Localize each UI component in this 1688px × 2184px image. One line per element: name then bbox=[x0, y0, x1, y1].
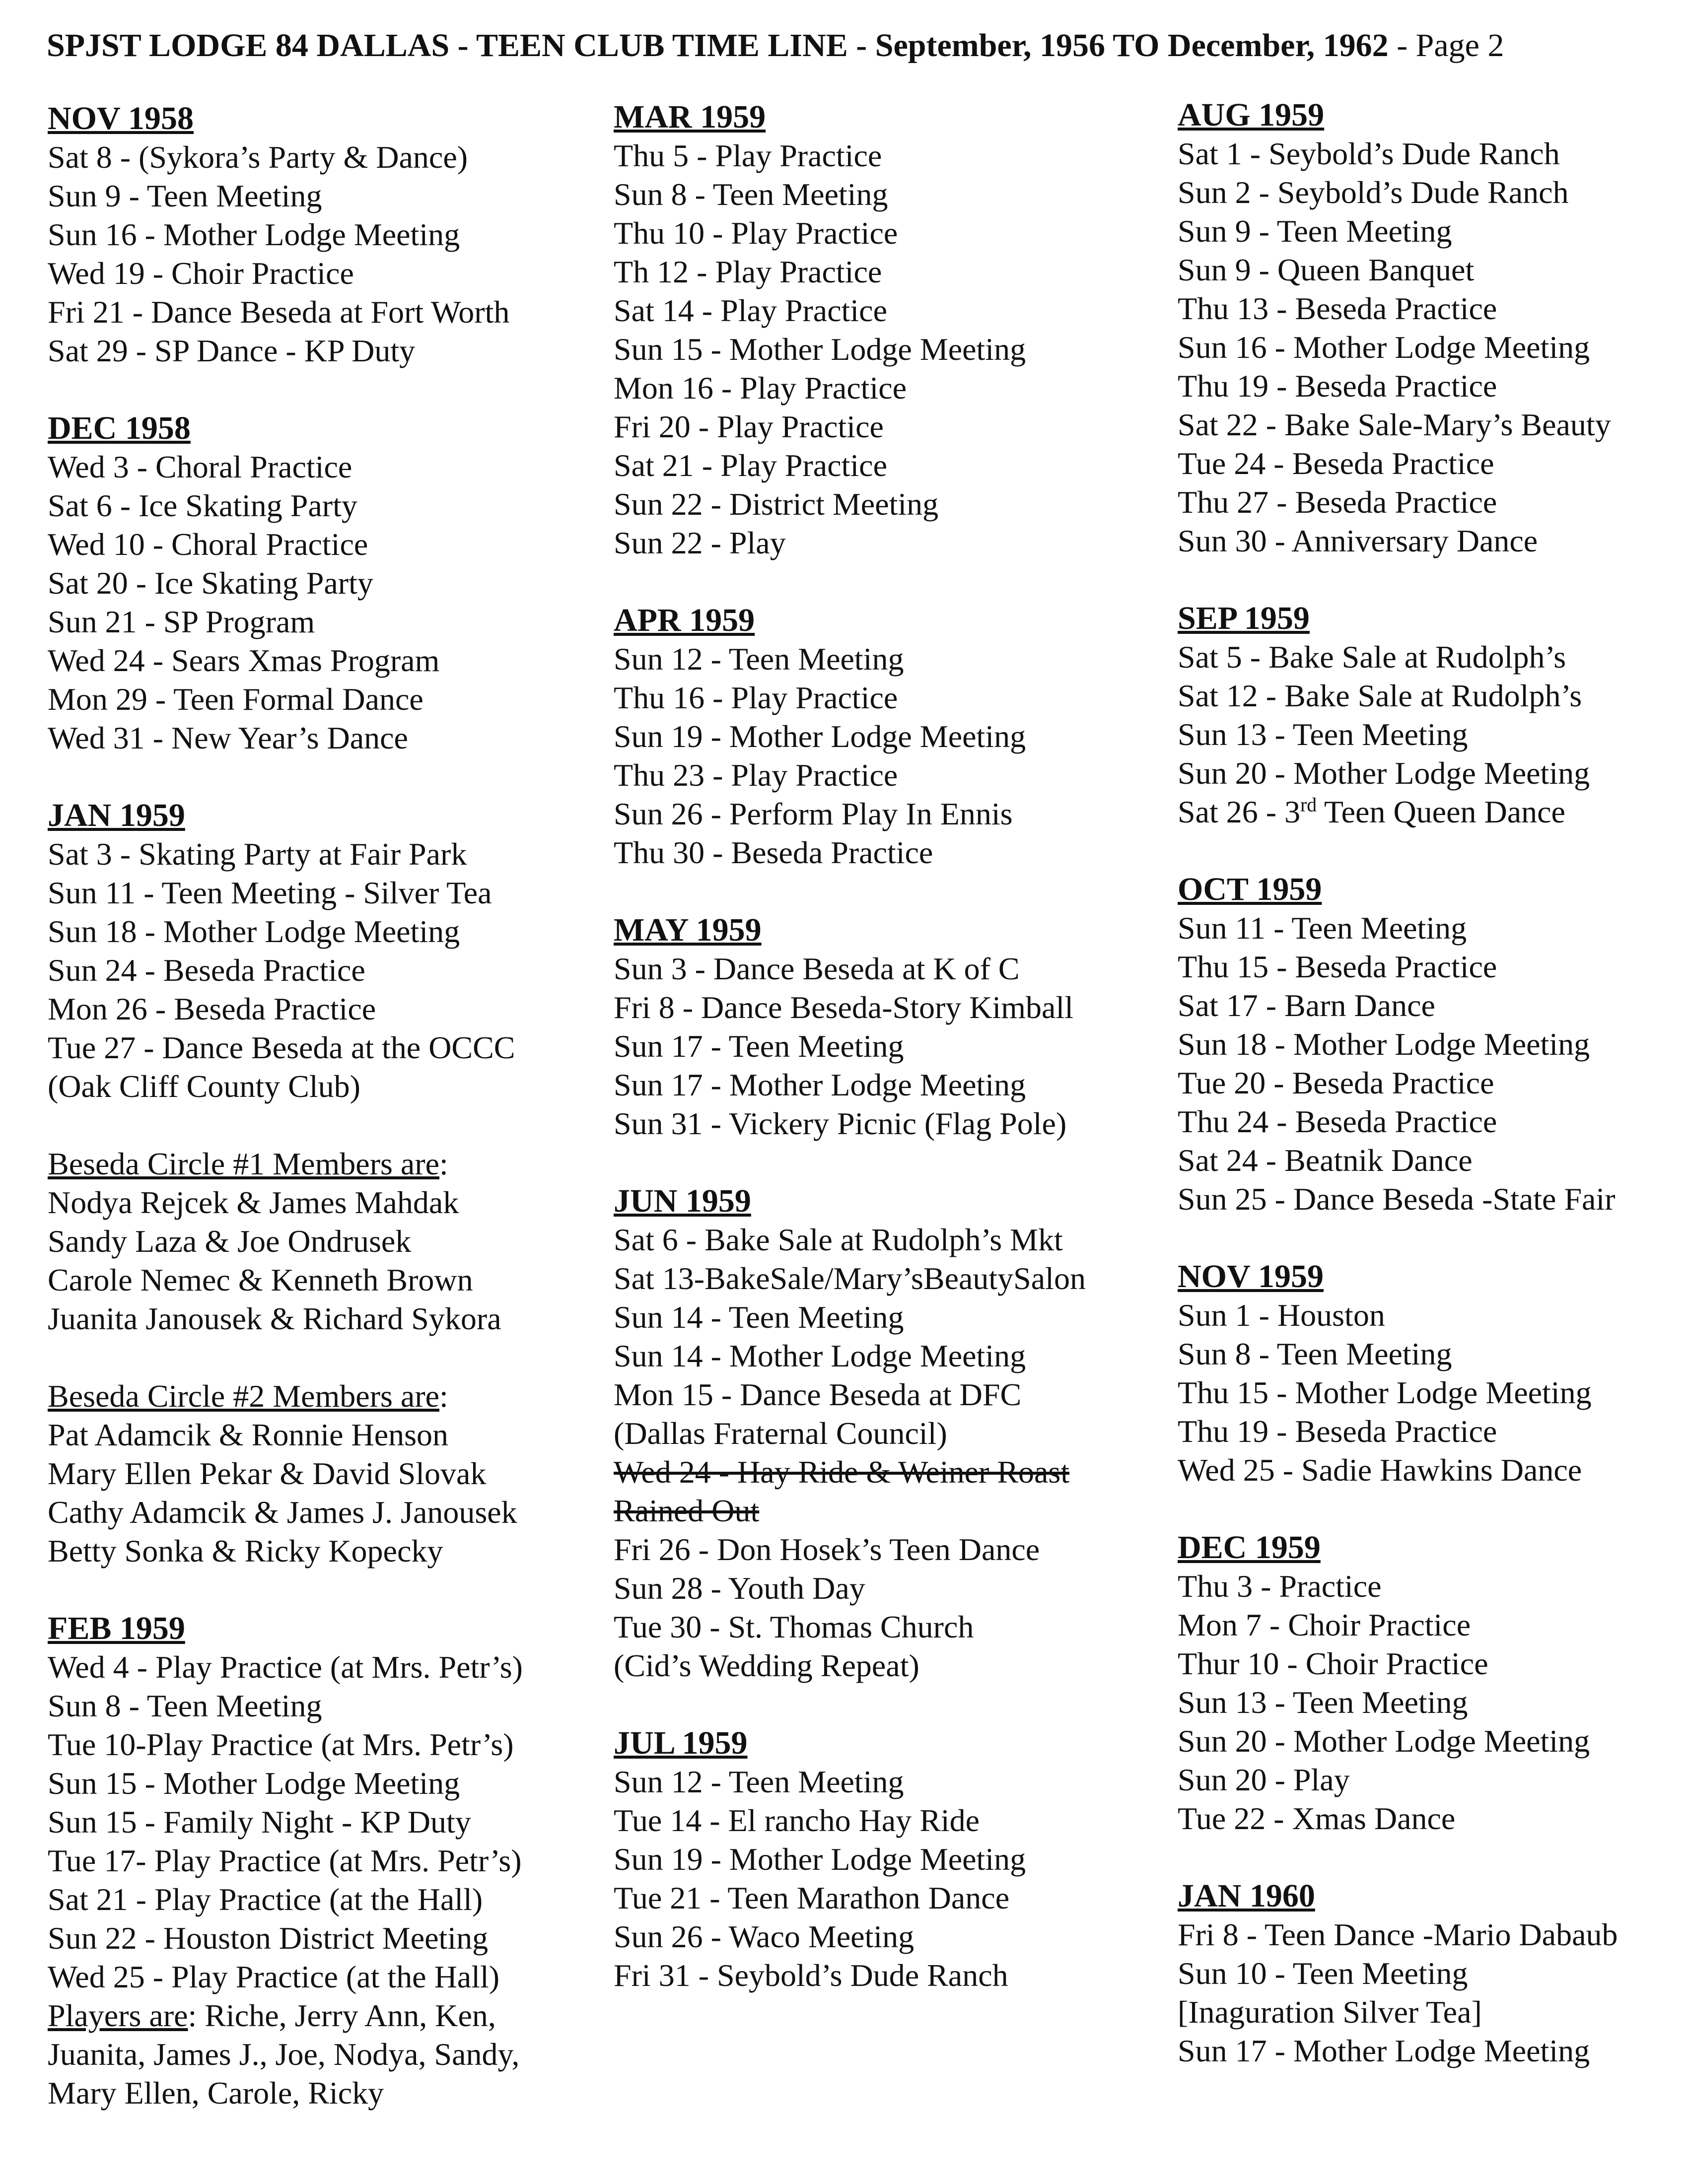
event-line: Th 12 - Play Practice bbox=[614, 254, 882, 289]
event-line: Thu 19 - Beseda Practice bbox=[1178, 1414, 1497, 1449]
event-list bbox=[614, 950, 1170, 1143]
section-heading: JAN 1960 bbox=[1178, 1878, 1315, 1914]
section-heading: DEC 1958 bbox=[48, 410, 191, 446]
event-line: Sun 21 - SP Program bbox=[48, 604, 315, 639]
section-may-1959 bbox=[614, 911, 1170, 1143]
event-line: Sun 28 - Youth Day bbox=[614, 1570, 865, 1606]
players-continued bbox=[48, 2035, 604, 2113]
section-heading: JAN 1959 bbox=[48, 797, 185, 833]
event-list bbox=[48, 138, 604, 370]
event-line: Cathy Adamcik & James J. Janousek bbox=[48, 1495, 517, 1530]
event-line: Sat 21 - Play Practice (at the Hall) bbox=[48, 1882, 483, 1917]
event-line: Sat 22 - Bake Sale-Mary’s Beauty bbox=[1178, 407, 1611, 442]
event-line: Tue 27 - Dance Beseda at the OCCC bbox=[48, 1030, 515, 1065]
column-2 bbox=[614, 98, 1170, 2034]
column-1 bbox=[48, 99, 604, 2151]
circle-heading bbox=[48, 1377, 604, 1416]
event-line: Betty Sonka & Ricky Kopecky bbox=[48, 1533, 443, 1569]
event-line: Sun 24 - Beseda Practice bbox=[48, 953, 365, 988]
section-sep-1959 bbox=[1178, 599, 1688, 831]
event-line: Sun 19 - Mother Lodge Meeting bbox=[614, 719, 1026, 754]
players-label: Players are bbox=[48, 1998, 188, 2033]
event-line: Fri 20 - Play Practice bbox=[614, 409, 884, 444]
event-line: Thu 16 - Play Practice bbox=[614, 680, 898, 715]
event-line: Sat 5 - Bake Sale at Rudolph’s bbox=[1178, 639, 1566, 675]
event-line: Wed 10 - Choral Practice bbox=[48, 527, 368, 562]
event-line: Sun 20 - Play bbox=[1178, 1762, 1350, 1797]
event-line: Fri 26 - Don Hosek’s Teen Dance bbox=[614, 1532, 1040, 1567]
section-dec-1958 bbox=[48, 409, 604, 757]
event-list bbox=[48, 835, 604, 1106]
section-heading: FEB 1959 bbox=[48, 1610, 185, 1646]
event-line: Tue 22 - Xmas Dance bbox=[1178, 1801, 1456, 1836]
event-line: Tue 20 - Beseda Practice bbox=[1178, 1065, 1494, 1100]
event-list bbox=[1178, 1915, 1688, 2070]
event-line: Thu 27 - Beseda Practice bbox=[1178, 484, 1497, 520]
event-line: Sun 3 - Dance Beseda at K of C bbox=[614, 951, 1020, 986]
event-line: Sun 16 - Mother Lodge Meeting bbox=[48, 217, 460, 252]
event-line: Sun 9 - Teen Meeting bbox=[48, 178, 322, 213]
section-jun-1959 bbox=[614, 1182, 1170, 1685]
event-line: Nodya Rejcek & James Mahdak bbox=[48, 1185, 459, 1220]
event-line: Tue 24 - Beseda Practice bbox=[1178, 446, 1494, 481]
event-list bbox=[614, 640, 1170, 872]
event-line: Sun 15 - Mother Lodge Meeting bbox=[48, 1766, 460, 1801]
event-line: Sun 8 - Teen Meeting bbox=[48, 1688, 322, 1723]
event-line: Fri 31 - Seybold’s Dude Ranch bbox=[614, 1958, 1008, 1993]
event-line: Sun 17 - Mother Lodge Meeting bbox=[614, 1067, 1026, 1102]
event-line: Wed 25 - Play Practice (at the Hall) bbox=[48, 1959, 500, 1994]
event-line: Tue 14 - El rancho Hay Ride bbox=[614, 1803, 980, 1838]
title-page-number: - Page 2 bbox=[1388, 27, 1504, 64]
ordinal-suffix: rd bbox=[1300, 794, 1317, 816]
circle-heading-colon: : bbox=[439, 1146, 448, 1181]
event-list bbox=[1178, 1296, 1688, 1490]
cancelled-event bbox=[614, 1453, 1170, 1530]
event-line: Sat 13-BakeSale/Mary’sBeautySalon bbox=[614, 1261, 1086, 1296]
event-line: Thu 24 - Beseda Practice bbox=[1178, 1104, 1497, 1139]
event-line: Wed 3 - Choral Practice bbox=[48, 449, 352, 484]
event-line: Sun 18 - Mother Lodge Meeting bbox=[1178, 1026, 1590, 1062]
section-heading: MAY 1959 bbox=[614, 912, 762, 948]
section-heading: AUG 1959 bbox=[1178, 97, 1325, 133]
event-line: Sun 26 - Perform Play In Ennis bbox=[614, 796, 1013, 831]
event-line: Sat 20 - Ice Skating Party bbox=[48, 565, 373, 601]
event-line: Sun 1 - Houston bbox=[1178, 1297, 1385, 1333]
section-jan-1959 bbox=[48, 796, 604, 1106]
event-line: Sun 15 - Family Night - KP Duty bbox=[48, 1804, 471, 1840]
event-line: Sat 6 - Bake Sale at Rudolph’s Mkt bbox=[614, 1222, 1063, 1257]
event-line: Sun 17 - Teen Meeting bbox=[614, 1028, 904, 1064]
event-line: Thu 23 - Play Practice bbox=[614, 757, 898, 793]
event-line: Wed 4 - Play Practice (at Mrs. Petr’s) bbox=[48, 1649, 523, 1685]
event-line: Sun 13 - Teen Meeting bbox=[1178, 1685, 1468, 1720]
section-jul-1959 bbox=[614, 1724, 1170, 1995]
event-line: Sun 22 - Play bbox=[614, 525, 786, 560]
column-3 bbox=[1178, 96, 1688, 2109]
event-line: Thu 13 - Beseda Practice bbox=[1178, 291, 1497, 326]
circle-heading-label: Beseda Circle #1 Members are bbox=[48, 1146, 440, 1181]
event-line: (Dallas Fraternal Council) bbox=[614, 1416, 947, 1451]
event-line: Thu 15 - Mother Lodge Meeting bbox=[1178, 1375, 1592, 1410]
event-list bbox=[614, 1763, 1170, 1995]
event-line: Rained Out bbox=[614, 1493, 760, 1528]
title-main: SPJST LODGE 84 DALLAS - TEEN CLUB TIME LINE - September, 1956 TO December, 1962 bbox=[47, 27, 1389, 64]
section-jan-1960 bbox=[1178, 1877, 1688, 2070]
event-text: Teen Queen Dance bbox=[1317, 794, 1565, 829]
section-apr-1959 bbox=[614, 601, 1170, 872]
page-title bbox=[47, 26, 1504, 65]
event-line: Sun 30 - Anniversary Dance bbox=[1178, 523, 1538, 558]
section-beseda-circle-1 bbox=[48, 1145, 604, 1338]
section-aug-1959 bbox=[1178, 96, 1688, 560]
event-line: Sat 17 - Barn Dance bbox=[1178, 988, 1435, 1023]
event-line: Sun 22 - Houston District Meeting bbox=[48, 1920, 489, 1956]
section-heading: SEP 1959 bbox=[1178, 600, 1310, 636]
event-line: Sun 26 - Waco Meeting bbox=[614, 1919, 914, 1954]
section-mar-1959 bbox=[614, 98, 1170, 562]
section-heading: MAR 1959 bbox=[614, 99, 766, 135]
event-line: Sat 8 - (Sykora’s Party & Dance) bbox=[48, 139, 468, 175]
event-list bbox=[1178, 135, 1688, 560]
event-line: Mary Ellen, Carole, Ricky bbox=[48, 2075, 384, 2111]
event-line: Tue 30 - St. Thomas Church bbox=[614, 1609, 974, 1644]
event-list bbox=[48, 1648, 604, 1996]
event-line: Sun 9 - Teen Meeting bbox=[1178, 213, 1452, 249]
event-line: Mon 26 - Beseda Practice bbox=[48, 991, 376, 1026]
event-line: Tue 21 - Teen Marathon Dance bbox=[614, 1880, 1010, 1915]
event-line: Wed 24 - Hay Ride & Weiner Roast bbox=[614, 1454, 1070, 1490]
event-line: Mary Ellen Pekar & David Slovak bbox=[48, 1456, 487, 1491]
circle-heading-label: Beseda Circle #2 Members are bbox=[48, 1378, 440, 1414]
event-line: Sun 9 - Queen Banquet bbox=[1178, 252, 1475, 287]
event-text: Sat 26 - 3 bbox=[1178, 794, 1301, 829]
event-line: Thu 30 - Beseda Practice bbox=[614, 835, 933, 870]
event-line: Thu 3 - Practice bbox=[1178, 1569, 1382, 1604]
event-line: Sun 11 - Teen Meeting - Silver Tea bbox=[48, 875, 492, 910]
event-list bbox=[614, 1221, 1170, 1453]
event-line: Pat Adamcik & Ronnie Henson bbox=[48, 1417, 449, 1452]
event-line: Sun 12 - Teen Meeting bbox=[614, 1764, 904, 1799]
event-line: Sun 16 - Mother Lodge Meeting bbox=[1178, 330, 1590, 365]
section-nov-1959 bbox=[1178, 1257, 1688, 1490]
event-line: Juanita Janousek & Richard Sykora bbox=[48, 1301, 501, 1336]
member-list bbox=[48, 1416, 604, 1570]
event-line: Sun 12 - Teen Meeting bbox=[614, 641, 904, 677]
section-heading: NOV 1959 bbox=[1178, 1258, 1324, 1295]
event-line: Sun 10 - Teen Meeting bbox=[1178, 1956, 1468, 1991]
event-line: (Oak Cliff County Club) bbox=[48, 1069, 360, 1104]
event-line: Sun 8 - Teen Meeting bbox=[1178, 1336, 1452, 1371]
event-line: Sun 20 - Mother Lodge Meeting bbox=[1178, 1723, 1590, 1759]
section-heading: DEC 1959 bbox=[1178, 1529, 1321, 1566]
section-heading: APR 1959 bbox=[614, 602, 755, 638]
event-line: Sat 14 - Play Practice bbox=[614, 293, 887, 328]
event-line: Sat 21 - Play Practice bbox=[614, 448, 887, 483]
event-list bbox=[1178, 638, 1688, 793]
event-line: Sat 3 - Skating Party at Fair Park bbox=[48, 836, 467, 872]
section-heading: OCT 1959 bbox=[1178, 871, 1322, 907]
event-line: Sun 25 - Dance Beseda -State Fair bbox=[1178, 1181, 1616, 1217]
event-line: Sun 14 - Teen Meeting bbox=[614, 1299, 904, 1335]
section-heading: JUL 1959 bbox=[614, 1725, 748, 1761]
event-line: Sun 22 - District Meeting bbox=[614, 486, 939, 522]
players-line bbox=[48, 1996, 604, 2035]
event-line: [Inaguration Silver Tea] bbox=[1178, 1994, 1482, 2030]
event-line: Juanita, James J., Joe, Nodya, Sandy, bbox=[48, 2037, 520, 2072]
event-line: Carole Nemec & Kenneth Brown bbox=[48, 1262, 473, 1297]
event-line: Thu 19 - Beseda Practice bbox=[1178, 368, 1497, 404]
event-line bbox=[1178, 793, 1688, 831]
event-line: Mon 7 - Choir Practice bbox=[1178, 1607, 1471, 1642]
event-line: Sun 14 - Mother Lodge Meeting bbox=[614, 1338, 1026, 1373]
event-line: Wed 19 - Choir Practice bbox=[48, 256, 354, 291]
event-line: Fri 8 - Teen Dance -Mario Dabaub bbox=[1178, 1917, 1618, 1952]
event-line: Sat 1 - Seybold’s Dude Ranch bbox=[1178, 136, 1560, 171]
event-line: Wed 25 - Sadie Hawkins Dance bbox=[1178, 1452, 1582, 1488]
event-line: Thu 5 - Play Practice bbox=[614, 138, 882, 173]
section-dec-1959 bbox=[1178, 1528, 1688, 1838]
event-line: Sandy Laza & Joe Ondrusek bbox=[48, 1224, 412, 1259]
section-heading: JUN 1959 bbox=[614, 1183, 751, 1219]
circle-heading-colon: : bbox=[439, 1378, 448, 1414]
event-line: Sat 12 - Bake Sale at Rudolph’s bbox=[1178, 678, 1582, 713]
event-list-continued bbox=[614, 1530, 1170, 1685]
event-line: Sun 19 - Mother Lodge Meeting bbox=[614, 1842, 1026, 1877]
event-line: Wed 31 - New Year’s Dance bbox=[48, 720, 408, 755]
event-line: Tue 17- Play Practice (at Mrs. Petr’s) bbox=[48, 1843, 522, 1878]
event-line: Fri 21 - Dance Beseda at Fort Worth bbox=[48, 294, 510, 330]
event-line: Fri 8 - Dance Beseda-Story Kimball bbox=[614, 990, 1073, 1025]
section-nov-1958 bbox=[48, 99, 604, 370]
event-line: Thur 10 - Choir Practice bbox=[1178, 1646, 1488, 1681]
event-list bbox=[48, 448, 604, 757]
event-line: Sun 17 - Mother Lodge Meeting bbox=[1178, 2033, 1590, 2068]
event-line: Sat 24 - Beatnik Dance bbox=[1178, 1143, 1473, 1178]
event-line: Wed 24 - Sears Xmas Program bbox=[48, 643, 440, 678]
event-list bbox=[1178, 1567, 1688, 1838]
event-line: Sun 13 - Teen Meeting bbox=[1178, 717, 1468, 752]
event-line: Mon 16 - Play Practice bbox=[614, 370, 907, 406]
event-line: Thu 15 - Beseda Practice bbox=[1178, 949, 1497, 984]
event-list bbox=[1178, 909, 1688, 1219]
event-line: Sun 31 - Vickery Picnic (Flag Pole) bbox=[614, 1106, 1067, 1141]
event-line: Sun 18 - Mother Lodge Meeting bbox=[48, 914, 460, 949]
section-feb-1959 bbox=[48, 1609, 604, 2113]
players-names: : Riche, Jerry Ann, Ken, bbox=[188, 1998, 496, 2033]
event-line: Sat 6 - Ice Skating Party bbox=[48, 488, 357, 523]
event-line: Sun 2 - Seybold’s Dude Ranch bbox=[1178, 175, 1569, 210]
section-oct-1959 bbox=[1178, 870, 1688, 1219]
event-list bbox=[614, 136, 1170, 562]
circle-heading bbox=[48, 1145, 604, 1183]
section-heading: NOV 1958 bbox=[48, 100, 194, 136]
member-list bbox=[48, 1183, 604, 1338]
event-line: Mon 15 - Dance Beseda at DFC bbox=[614, 1377, 1022, 1412]
event-line: Sun 8 - Teen Meeting bbox=[614, 177, 888, 212]
event-line: (Cid’s Wedding Repeat) bbox=[614, 1648, 919, 1683]
event-line: Tue 10-Play Practice (at Mrs. Petr’s) bbox=[48, 1727, 514, 1762]
event-line: Sun 20 - Mother Lodge Meeting bbox=[1178, 755, 1590, 791]
event-line: Thu 10 - Play Practice bbox=[614, 215, 898, 251]
event-line: Mon 29 - Teen Formal Dance bbox=[48, 682, 423, 717]
event-line: Sat 29 - SP Dance - KP Duty bbox=[48, 333, 416, 368]
section-beseda-circle-2 bbox=[48, 1377, 604, 1570]
event-line: Sun 11 - Teen Meeting bbox=[1178, 910, 1467, 946]
event-line: Sun 15 - Mother Lodge Meeting bbox=[614, 332, 1026, 367]
